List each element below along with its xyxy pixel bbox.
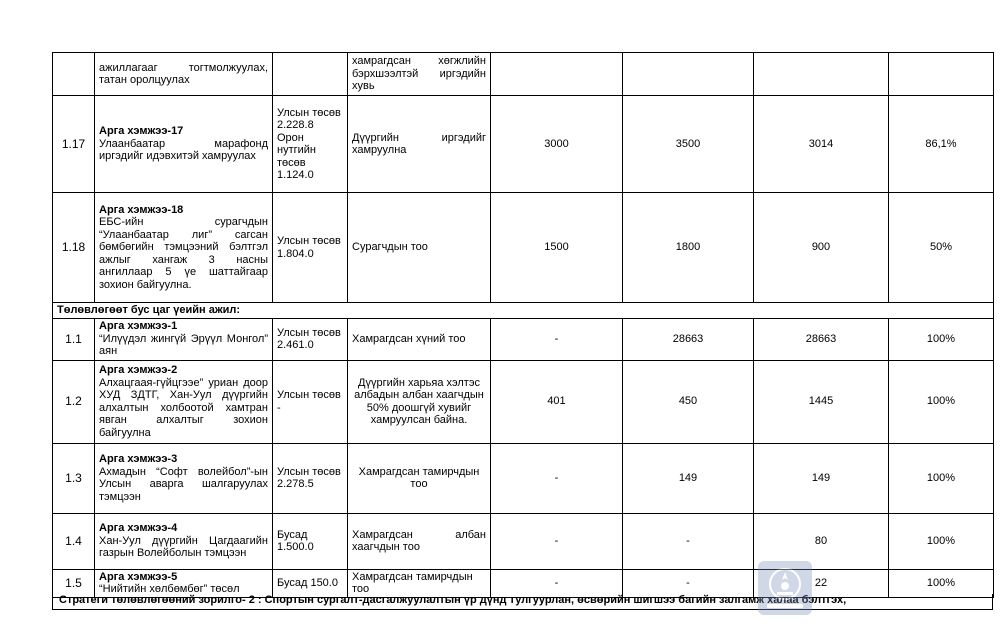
activity-cell xyxy=(95,513,273,569)
table-row xyxy=(53,96,994,193)
budget-cell: Улсын төсөв 2.461.0 xyxy=(273,318,348,360)
section-row xyxy=(53,303,994,319)
activity-title: Арга хэмжээ-4 xyxy=(99,522,178,535)
actual-cell: 3014 xyxy=(754,96,889,193)
activity-cell xyxy=(95,443,273,513)
activity-desc: Улаанбаатар марафонд иргэдийг идэвхитэй хамруулах xyxy=(99,137,268,163)
activity-desc: Алхацгаая-гүйцгээе” уриан доор ХУД ЗДТГ, Хан-Уул дүүргийн алхалтын холбоотой хамтран явган алхалтыг зохион байгуулна xyxy=(99,376,268,439)
baseline-cell: 401 xyxy=(491,360,623,443)
activity-title: Арга хэмжээ-18 xyxy=(99,203,184,216)
activity-title: Арга хэмжээ-17 xyxy=(99,125,184,138)
indicator-cell: Сурагчдын тоо xyxy=(348,193,491,303)
actual-cell: 22 xyxy=(754,569,889,597)
percent-cell: 100% xyxy=(889,513,994,569)
num-cell xyxy=(53,53,95,96)
percent-cell: 50% xyxy=(889,193,994,303)
row-number: 1.17 xyxy=(53,96,95,193)
activity-title: Арга хэмжээ-2 xyxy=(99,364,178,376)
table-row xyxy=(53,513,994,569)
activity-desc: Ахмадын “Софт волейбол”-ын Улсын аварга шалгаруулах тэмцээн xyxy=(99,465,268,503)
indicator-cell: Хамрагдсан тамирчдын тоо xyxy=(348,443,491,513)
activity-desc: “Нийтийн хөлбөмбөг” төсөл xyxy=(99,583,240,595)
row-number: 1.1 xyxy=(53,318,95,360)
baseline-cell: 3000 xyxy=(491,96,623,193)
budget-cell xyxy=(273,53,348,96)
actual-cell: 28663 xyxy=(754,318,889,360)
activity-cell xyxy=(95,96,273,193)
indicator-cell: Хамрагдсан хүний тоо xyxy=(348,318,491,360)
activity-cell: ажиллагааг тогтмолжуулах, татан оролцуулах xyxy=(95,53,273,96)
percent-cell: 86,1% xyxy=(889,96,994,193)
strategy-goal-heading: Стратеги төлөвлөгөөний зорилго- 2 : Спортын сургалт-дасгалжуулалтын үр дүнд тулгуурлан, өсвөрийн шигшээ багийн залгамж халаа бэлтгэх, xyxy=(52,594,993,610)
baseline-cell: 1500 xyxy=(491,193,623,303)
target-cell: 450 xyxy=(623,360,754,443)
baseline-cell: - xyxy=(491,318,623,360)
budget-cell: Улсын төсөв 2.278.5 xyxy=(273,443,348,513)
budget-cell: Улсын төсөв - xyxy=(273,360,348,443)
activity-title: Арга хэмжээ-5 xyxy=(99,570,178,583)
activity-desc: ЕБС-ийн сурагчдын “Улаанбаатар лиг” сагсан бөмбөгийн тэмцээний бэлтгэл ажлыг хангаж 3 насны ангиллаар 5 үе шаттайгаар зохион байгуулна. xyxy=(99,216,268,291)
budget-cell: Бусад 1.500.0 xyxy=(273,513,348,569)
row-number: 1.2 xyxy=(53,360,95,443)
table-row xyxy=(53,360,994,443)
actual-cell: 80 xyxy=(754,513,889,569)
indicator-cell: Дүүргийн харьяа хэлтэс албадын албан хаагчдын 50% доошгүй хувийг хамруулсан байна. xyxy=(348,360,491,443)
activity-desc: “Илүүдэл жингүй Эрүүл Монгол” аян xyxy=(99,332,268,358)
target-cell: - xyxy=(623,569,754,597)
actual-cell: 1445 xyxy=(754,360,889,443)
row-number: 1.3 xyxy=(53,443,95,513)
activity-desc: Хан-Уул дүүргийн Цагдаагийн газрын Волейболын тэмцээн xyxy=(99,534,268,560)
emblem-stamp-icon xyxy=(757,560,813,616)
target-cell: 149 xyxy=(623,443,754,513)
target-cell: 1800 xyxy=(623,193,754,303)
row-number: 1.5 xyxy=(53,569,95,597)
report-table xyxy=(52,52,994,598)
indicator-cell: хамрагдсан хөгжлийн бэрхшээлтэй иргэдийн хувь xyxy=(348,53,491,96)
section-title: Төлөвлөгөөт бус цаг үеийн ажил: xyxy=(53,303,994,319)
row-number: 1.4 xyxy=(53,513,95,569)
row-number: 1.18 xyxy=(53,193,95,303)
table-row xyxy=(53,569,994,597)
activity-cell xyxy=(95,318,273,360)
target-cell: 28663 xyxy=(623,318,754,360)
table-row xyxy=(53,443,994,513)
indicator-cell: Дүүргийн иргэдийг хамруулна xyxy=(348,96,491,193)
activity-title: Арга хэмжээ-3 xyxy=(99,453,178,465)
activity-cell xyxy=(95,193,273,303)
budget-cell: Улсын төсөв 2.228.8 Орон нутгийн төсөв 1.124.0 xyxy=(273,96,348,193)
baseline-cell: - xyxy=(491,443,623,513)
actual-cell: 900 xyxy=(754,193,889,303)
target-cell: - xyxy=(623,513,754,569)
percent-cell: 100% xyxy=(889,569,994,597)
budget-cell: Улсын төсөв 1.804.0 xyxy=(273,193,348,303)
table-row-continued xyxy=(53,53,994,96)
table-row xyxy=(53,193,994,303)
target-cell: 3500 xyxy=(623,96,754,193)
table-row xyxy=(53,318,994,360)
activity-cell xyxy=(95,569,273,597)
percent-cell: 100% xyxy=(889,360,994,443)
percent-cell: 100% xyxy=(889,443,994,513)
activity-cell xyxy=(95,360,273,443)
percent-cell: 100% xyxy=(889,318,994,360)
baseline-cell: - xyxy=(491,513,623,569)
indicator-cell: Хамрагдсан тамирчдын тоо xyxy=(348,569,491,597)
activity-title: Арга хэмжээ-1 xyxy=(99,320,178,333)
baseline-cell: - xyxy=(491,569,623,597)
actual-cell: 149 xyxy=(754,443,889,513)
indicator-cell: Хамрагдсан албан хаагчдын тоо xyxy=(348,513,491,569)
budget-cell: Бусад 150.0 xyxy=(273,569,348,597)
